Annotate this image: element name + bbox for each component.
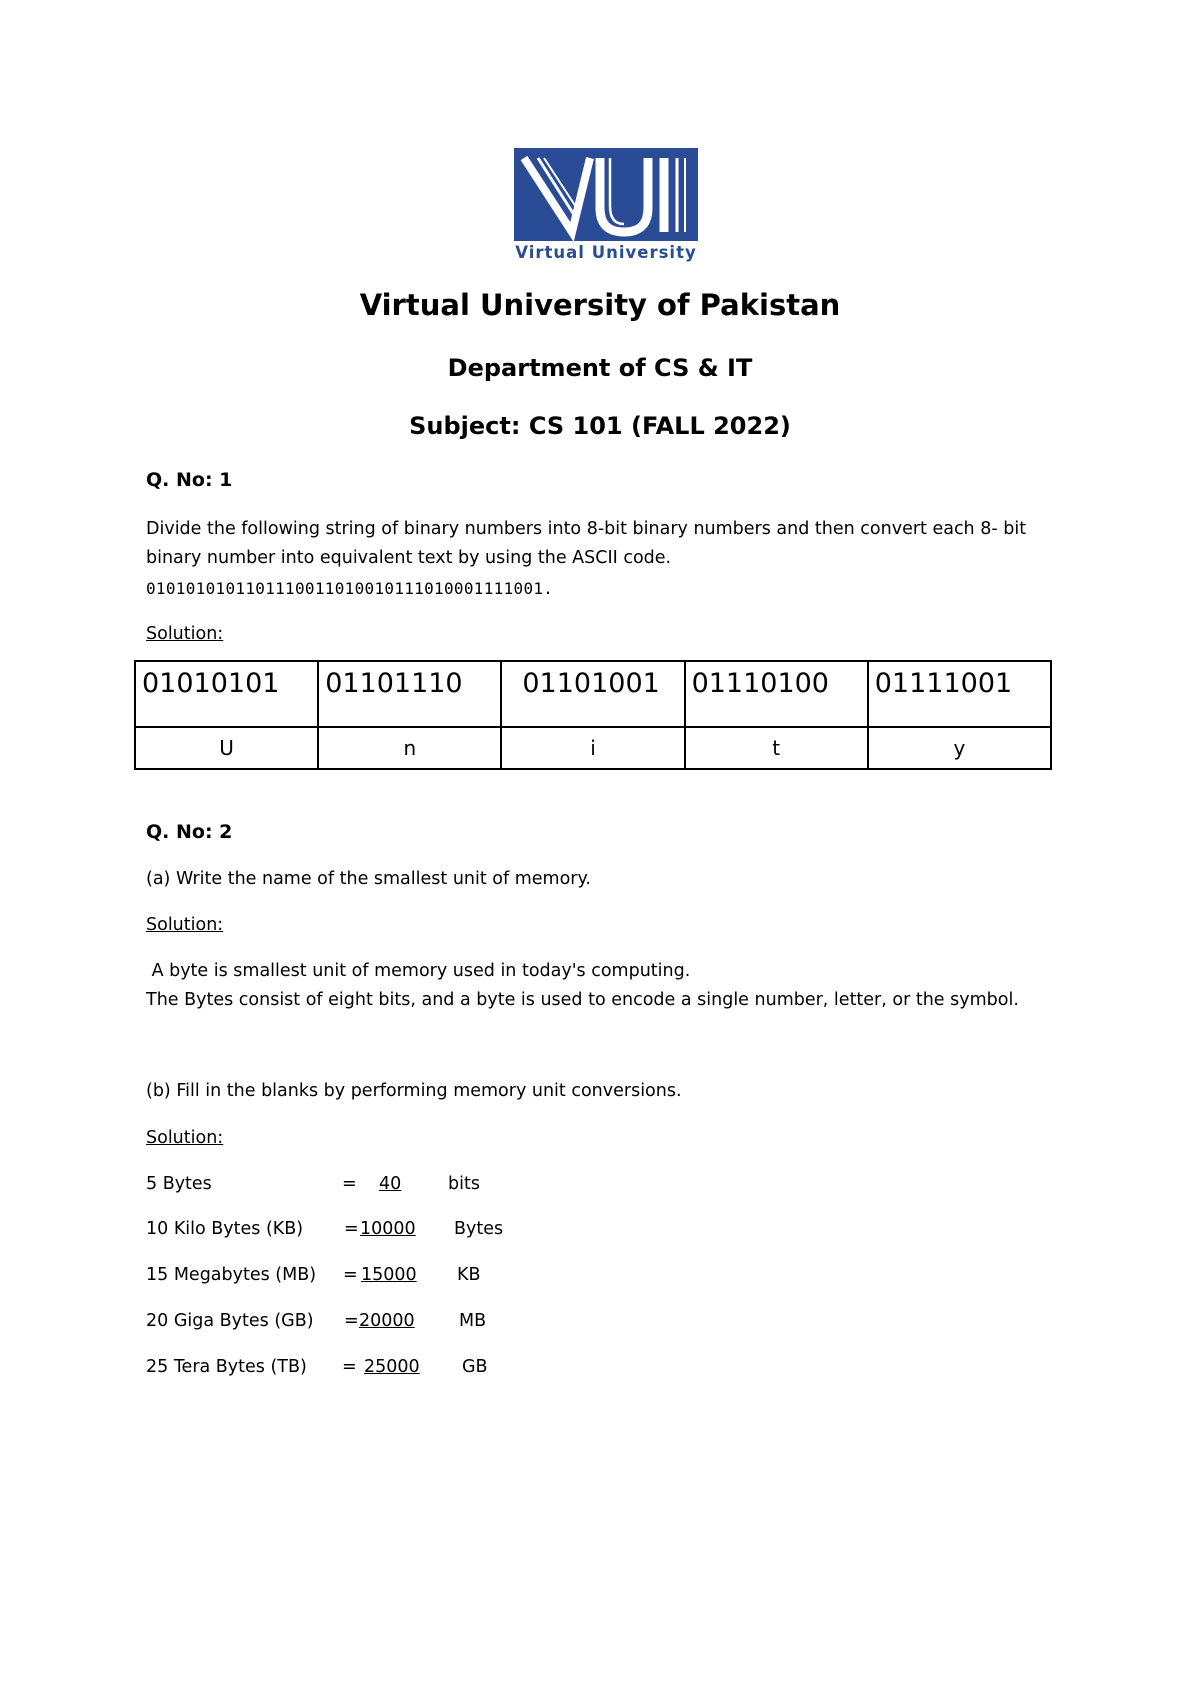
- conversion-value: 20000: [359, 1311, 415, 1331]
- logo-caption: Virtual University: [515, 243, 697, 262]
- ascii-cell: y: [868, 727, 1051, 769]
- conversion-equals: =: [344, 1311, 359, 1331]
- ascii-cell: i: [501, 727, 684, 769]
- conversion-unit: MB: [459, 1311, 487, 1331]
- conversion-label: 15 Megabytes (MB): [146, 1265, 317, 1285]
- solution-label-q1: Solution:: [146, 624, 224, 644]
- conversion-unit: GB: [462, 1357, 488, 1377]
- conversion-unit: Bytes: [454, 1219, 504, 1239]
- solution-label-q2b: Solution:: [146, 1128, 224, 1148]
- conversion-label: 20 Giga Bytes (GB): [146, 1311, 314, 1331]
- ascii-cell: t: [685, 727, 868, 769]
- conversion-equals: =: [343, 1265, 358, 1285]
- answer-line-2: The Bytes consist of eight bits, and a byte is used to encode a single number, letter, or the symbol.: [146, 990, 1019, 1010]
- binary-ascii-table: [134, 662, 1052, 770]
- question-2-label: Q. No: 2: [146, 821, 233, 843]
- question-1-prompt-line1: Divide the following string of binary numbers into 8-bit binary numbers and then convert each 8- bit: [146, 519, 1027, 539]
- conversion-equals: =: [342, 1357, 357, 1377]
- binary-cell: 01110100: [685, 662, 868, 727]
- binary-cell: 01111001: [868, 662, 1051, 727]
- conversion-label: 25 Tera Bytes (TB): [146, 1357, 307, 1377]
- institution-title: Virtual University of Pakistan: [359, 288, 841, 322]
- conversion-value: 40: [379, 1174, 402, 1194]
- ascii-cell: n: [318, 727, 501, 769]
- conversion-unit: KB: [457, 1265, 481, 1285]
- binary-cell: 01101001: [501, 662, 684, 727]
- conversion-label: 10 Kilo Bytes (KB): [146, 1219, 304, 1239]
- subject-title: Subject: CS 101 (FALL 2022): [409, 412, 791, 440]
- ascii-row: [135, 727, 1051, 769]
- conversion-label: 5 Bytes: [146, 1174, 212, 1194]
- conversion-unit: bits: [448, 1174, 480, 1194]
- vu-monogram-icon: [514, 148, 698, 241]
- conversion-value: 25000: [364, 1357, 420, 1377]
- question-1-label: Q. No: 1: [146, 469, 233, 491]
- ascii-cell: U: [135, 727, 318, 769]
- logo-mark: [514, 148, 698, 241]
- question-2a-prompt: (a) Write the name of the smallest unit of memory.: [146, 869, 591, 889]
- question-2b-prompt: (b) Fill in the blanks by performing memory unit conversions.: [146, 1081, 682, 1101]
- conversion-value: 15000: [361, 1265, 417, 1285]
- binary-string: 0101010101101110011010010111010001111001.: [146, 579, 554, 598]
- university-logo: [514, 148, 698, 267]
- solution-label-q2a: Solution:: [146, 915, 224, 935]
- conversion-equals: =: [344, 1219, 359, 1239]
- conversion-value: 10000: [360, 1219, 416, 1239]
- department-title: Department of CS & IT: [447, 354, 753, 382]
- question-1-prompt-line2: binary number into equivalent text by using the ASCII code.: [146, 548, 672, 568]
- answer-line-1: A byte is smallest unit of memory used in today's computing.: [146, 961, 691, 981]
- conversion-equals: =: [342, 1174, 357, 1194]
- binary-row: [135, 662, 1051, 727]
- binary-cell: 01010101: [135, 662, 318, 727]
- binary-cell: 01101110: [318, 662, 501, 727]
